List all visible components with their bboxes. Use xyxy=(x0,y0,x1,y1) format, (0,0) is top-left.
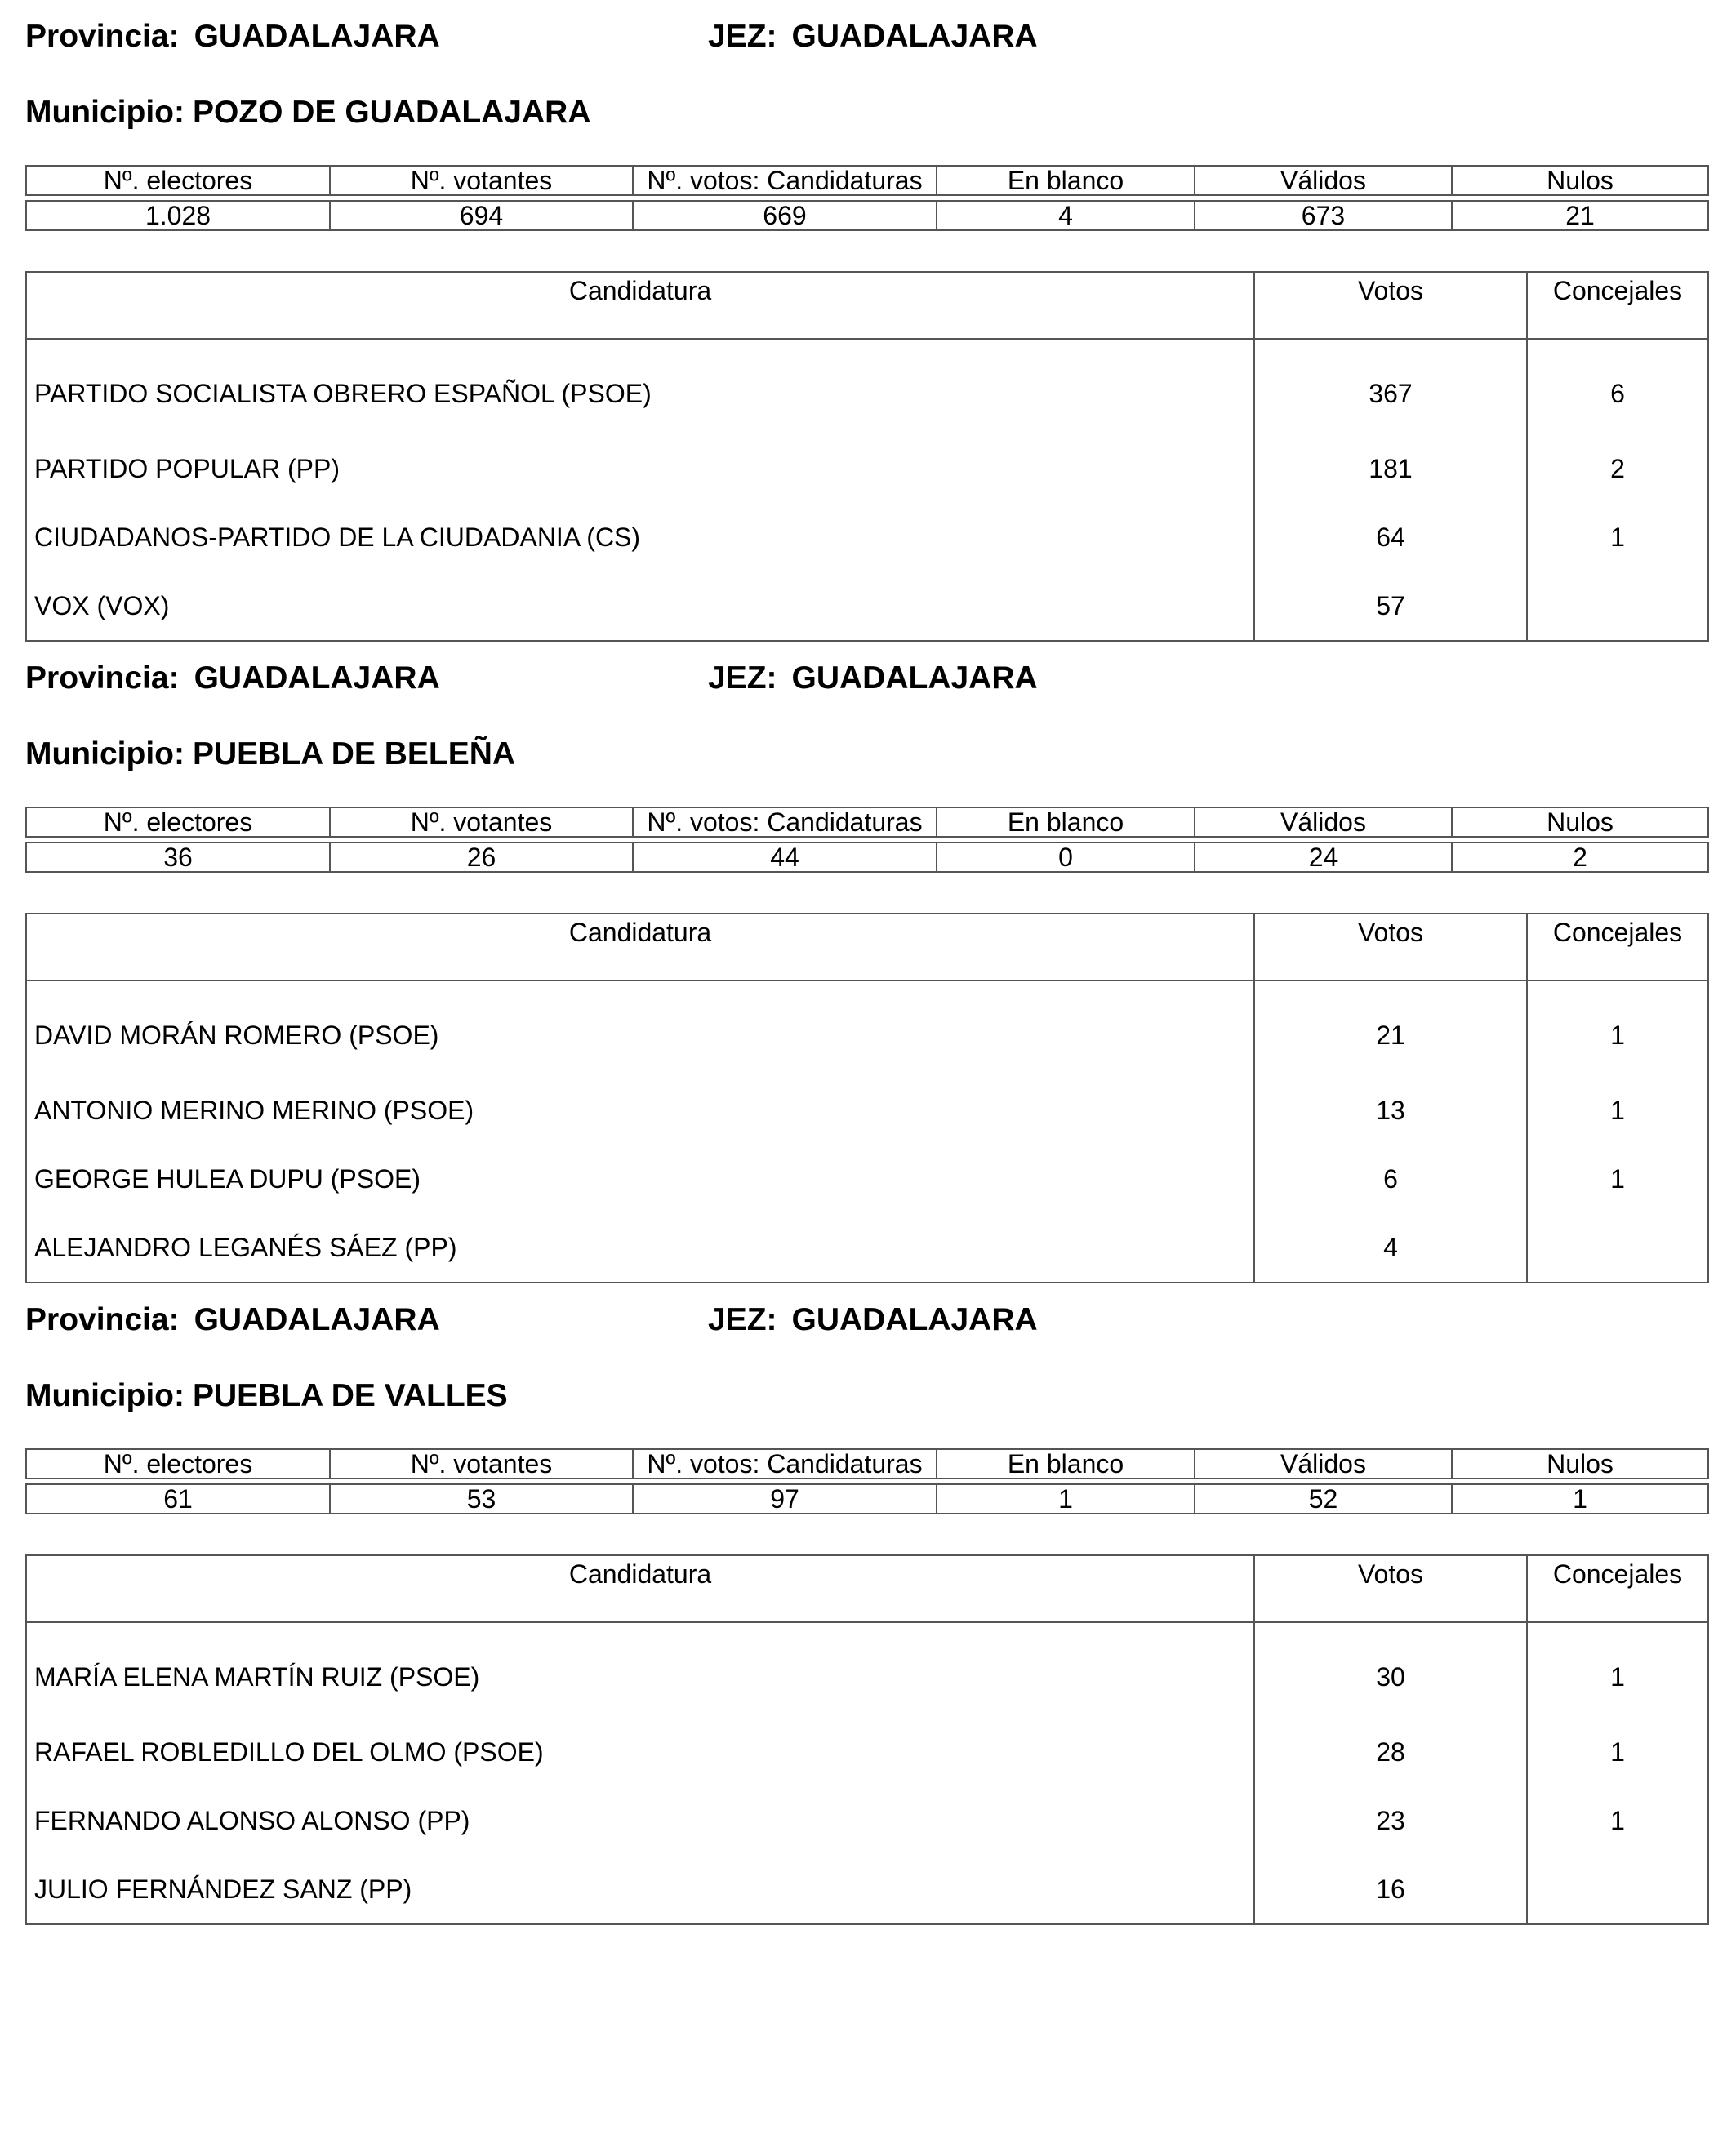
results-table xyxy=(25,913,1709,1283)
concejales-header: Concejales xyxy=(1527,272,1708,339)
candidatura-name: FERNANDO ALONSO ALONSO (PP) xyxy=(26,1786,1254,1855)
summary-value-cell: 1.028 xyxy=(26,201,330,230)
summary-header-cell: En blanco xyxy=(937,166,1195,195)
summary-values-table xyxy=(25,842,1709,873)
summary-value-row xyxy=(26,1484,1708,1514)
jez-value: GUADALAJARA xyxy=(791,19,1038,54)
summary-header-row xyxy=(26,166,1708,195)
votos-value: 57 xyxy=(1254,571,1527,641)
concejales-value: 1 xyxy=(1527,503,1708,571)
votos-value: 16 xyxy=(1254,1855,1527,1924)
candidatura-name: CIUDADANOS-PARTIDO DE LA CIUDADANIA (CS) xyxy=(26,503,1254,571)
table-row xyxy=(26,571,1708,641)
summary-header-cell: Nº. votos: Candidaturas xyxy=(633,166,937,195)
summary-value-cell: 52 xyxy=(1195,1484,1452,1514)
summary-value-cell: 61 xyxy=(26,1484,330,1514)
summary-value-cell: 694 xyxy=(330,201,633,230)
provincia-label: Provincia: xyxy=(25,1302,180,1337)
summary-value-cell: 669 xyxy=(633,201,937,230)
candidatura-name: PARTIDO SOCIALISTA OBRERO ESPAÑOL (PSOE) xyxy=(26,339,1254,434)
summary-header-cell: Válidos xyxy=(1195,807,1452,837)
results-header-row xyxy=(26,1555,1708,1622)
summary-header-row xyxy=(26,807,1708,837)
provincia-value: GUADALAJARA xyxy=(194,19,440,54)
candidatura-name: ALEJANDRO LEGANÉS SÁEZ (PP) xyxy=(26,1213,1254,1283)
summary-value-cell: 1 xyxy=(937,1484,1195,1514)
jez-label: JEZ: xyxy=(708,660,777,696)
votos-value: 367 xyxy=(1254,339,1527,434)
summary-table xyxy=(25,1448,1709,1479)
summary-header-cell: Nulos xyxy=(1452,807,1708,837)
jez-label: JEZ: xyxy=(708,19,777,54)
concejales-value: 2 xyxy=(1527,434,1708,503)
summary-header-cell: Nº. votantes xyxy=(330,166,633,195)
votos-header: Votos xyxy=(1254,914,1527,981)
summary-header-cell: Nº. electores xyxy=(26,1449,330,1479)
results-table xyxy=(25,1554,1709,1925)
summary-header-cell: Nº. electores xyxy=(26,166,330,195)
summary-value-cell: 21 xyxy=(1452,201,1708,230)
votos-value: 21 xyxy=(1254,981,1527,1076)
results-table xyxy=(25,271,1709,642)
summary-header-cell: Válidos xyxy=(1195,1449,1452,1479)
summary-value-cell: 1 xyxy=(1452,1484,1708,1514)
summary-values-table xyxy=(25,200,1709,231)
jez-label: JEZ: xyxy=(708,1302,777,1337)
concejales-header: Concejales xyxy=(1527,1555,1708,1622)
table-row xyxy=(26,1786,1708,1855)
summary-value-row xyxy=(26,843,1708,872)
summary-value-cell: 97 xyxy=(633,1484,937,1514)
summary-values-table xyxy=(25,1483,1709,1514)
votos-header: Votos xyxy=(1254,272,1527,339)
candidatura-name: ANTONIO MERINO MERINO (PSOE) xyxy=(26,1076,1254,1145)
summary-value-cell: 26 xyxy=(330,843,633,872)
table-row xyxy=(26,1076,1708,1145)
summary-value-cell: 36 xyxy=(26,843,330,872)
summary-value-cell: 44 xyxy=(633,843,937,872)
summary-header-row xyxy=(26,1449,1708,1479)
candidatura-header: Candidatura xyxy=(26,1555,1254,1622)
jez-value: GUADALAJARA xyxy=(791,1302,1038,1337)
candidatura-name: MARÍA ELENA MARTÍN RUIZ (PSOE) xyxy=(26,1622,1254,1718)
summary-table xyxy=(25,807,1709,838)
votos-value: 28 xyxy=(1254,1718,1527,1786)
votos-value: 23 xyxy=(1254,1786,1527,1855)
table-row xyxy=(26,503,1708,571)
candidatura-name: RAFAEL ROBLEDILLO DEL OLMO (PSOE) xyxy=(26,1718,1254,1786)
jez-value: GUADALAJARA xyxy=(791,660,1038,696)
table-row xyxy=(26,1622,1708,1718)
provincia-value: GUADALAJARA xyxy=(194,660,440,696)
votos-header: Votos xyxy=(1254,1555,1527,1622)
votos-value: 13 xyxy=(1254,1076,1527,1145)
table-row xyxy=(26,1855,1708,1924)
municipio-value: POZO DE GUADALAJARA xyxy=(192,95,591,130)
provincia-label: Provincia: xyxy=(25,19,180,54)
summary-value-cell: 24 xyxy=(1195,843,1452,872)
votos-value: 4 xyxy=(1254,1213,1527,1283)
candidatura-header: Candidatura xyxy=(26,272,1254,339)
concejales-value: 6 xyxy=(1527,339,1708,434)
results-header-row xyxy=(26,272,1708,339)
provincia-line xyxy=(25,660,440,696)
summary-header-cell: Válidos xyxy=(1195,166,1452,195)
municipio-line xyxy=(25,1378,508,1414)
candidatura-name: DAVID MORÁN ROMERO (PSOE) xyxy=(26,981,1254,1076)
municipio-label: Municipio: xyxy=(25,736,185,772)
concejales-value: 1 xyxy=(1527,1145,1708,1213)
provincia-value: GUADALAJARA xyxy=(194,1302,440,1337)
votos-value: 6 xyxy=(1254,1145,1527,1213)
provincia-line xyxy=(25,1302,440,1338)
concejales-value: 1 xyxy=(1527,1786,1708,1855)
results-header-row xyxy=(26,914,1708,981)
summary-header-cell: Nulos xyxy=(1452,166,1708,195)
summary-value-row xyxy=(26,201,1708,230)
summary-header-cell: Nulos xyxy=(1452,1449,1708,1479)
summary-value-cell: 4 xyxy=(937,201,1195,230)
concejales-value xyxy=(1527,571,1708,641)
summary-header-cell: En blanco xyxy=(937,807,1195,837)
candidatura-name: JULIO FERNÁNDEZ SANZ (PP) xyxy=(26,1855,1254,1924)
concejales-value: 1 xyxy=(1527,981,1708,1076)
candidatura-header: Candidatura xyxy=(26,914,1254,981)
candidatura-name: GEORGE HULEA DUPU (PSOE) xyxy=(26,1145,1254,1213)
summary-value-cell: 2 xyxy=(1452,843,1708,872)
votos-value: 181 xyxy=(1254,434,1527,503)
provincia-line xyxy=(25,19,440,55)
municipio-label: Municipio: xyxy=(25,95,185,130)
concejales-header: Concejales xyxy=(1527,914,1708,981)
concejales-value: 1 xyxy=(1527,1622,1708,1718)
concejales-value: 1 xyxy=(1527,1718,1708,1786)
table-row xyxy=(26,981,1708,1076)
candidatura-name: VOX (VOX) xyxy=(26,571,1254,641)
concejales-value: 1 xyxy=(1527,1076,1708,1145)
table-row xyxy=(26,339,1708,434)
summary-header-cell: Nº. votos: Candidaturas xyxy=(633,807,937,837)
table-row xyxy=(26,1213,1708,1283)
municipio-value: PUEBLA DE BELEÑA xyxy=(192,736,516,772)
concejales-value xyxy=(1527,1213,1708,1283)
jez-line xyxy=(708,1302,1038,1338)
summary-table xyxy=(25,165,1709,196)
jez-line xyxy=(708,660,1038,696)
municipio-line xyxy=(25,95,591,131)
summary-value-cell: 673 xyxy=(1195,201,1452,230)
candidatura-name: PARTIDO POPULAR (PP) xyxy=(26,434,1254,503)
summary-value-cell: 53 xyxy=(330,1484,633,1514)
summary-header-cell: Nº. votantes xyxy=(330,1449,633,1479)
jez-line xyxy=(708,19,1038,55)
votos-value: 30 xyxy=(1254,1622,1527,1718)
table-row xyxy=(26,1145,1708,1213)
summary-header-cell: Nº. electores xyxy=(26,807,330,837)
summary-header-cell: Nº. votos: Candidaturas xyxy=(633,1449,937,1479)
municipio-value: PUEBLA DE VALLES xyxy=(192,1378,508,1413)
summary-value-cell: 0 xyxy=(937,843,1195,872)
provincia-label: Provincia: xyxy=(25,660,180,696)
municipio-line xyxy=(25,736,515,772)
concejales-value xyxy=(1527,1855,1708,1924)
table-row xyxy=(26,434,1708,503)
table-row xyxy=(26,1718,1708,1786)
summary-header-cell: En blanco xyxy=(937,1449,1195,1479)
summary-header-cell: Nº. votantes xyxy=(330,807,633,837)
municipio-label: Municipio: xyxy=(25,1378,185,1413)
votos-value: 64 xyxy=(1254,503,1527,571)
